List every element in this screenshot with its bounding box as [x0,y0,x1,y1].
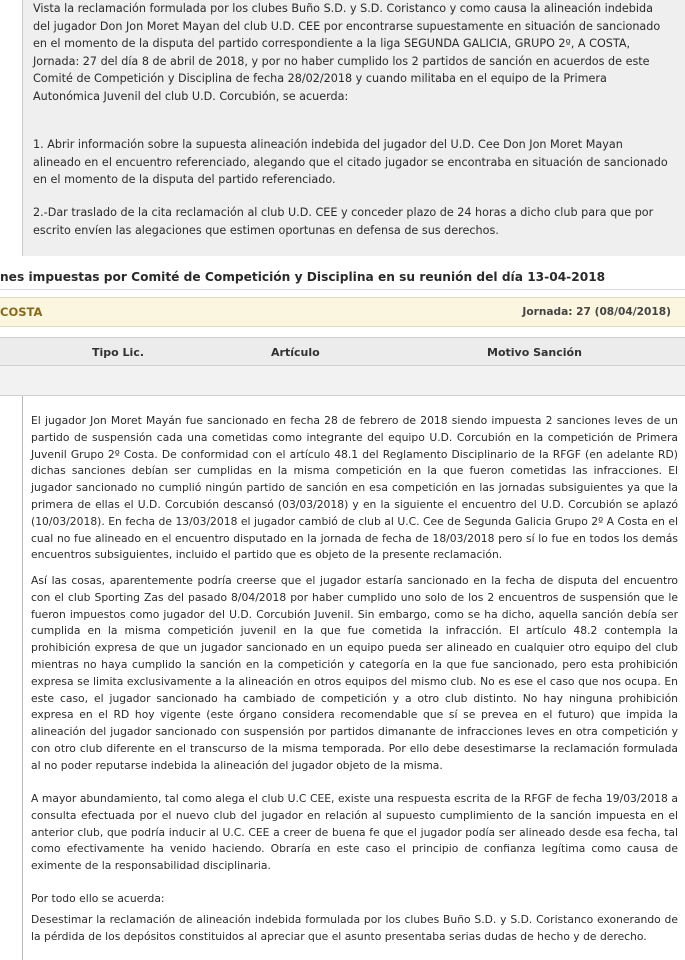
agreement-item-1: 1. Abrir información sobre la supuesta alineación indebida del jugador del U.D. Cee Don Jon Moret Mayan alineado en el encuentro referenciado, alegando que el citado jugador se encontraba en situación de sancionado en el momento de la disputa del partido referenciado. [33,138,668,187]
matchday-label: Jornada: 27 (08/04/2018) [522,306,671,318]
previous-agreement-panel [22,0,685,256]
resolution-paragraph-2: Así las cosas, aparentemente podría creerse que el jugador estaría sancionado en la fecha de disputa del encuentro con el club Sporting Zas del pasado 8/04/2018 por haber cumplido uno solo de los 2 encuentros de suspensión que le fueron impuestos como jugador del U.D. Corcubión Juvenil. Sin embargo, como se ha dicho, aquella sanción debía ser cumplida en la misma competición juvenil en la que fue cometida la infracción. El artículo 48.2 contempla la prohibición expresa de que un jugador sancionado en un equipo pueda ser alineado en cualquier otro equipo del club mientras no haya cumplido la sanción en la competición y categoría en la que fue sancionado, pero esta prohibición expresa se limita exclusivamente a la alineación en otros equipos del mismo club. No es ese el caso que nos ocupa. En este caso, el jugador sancionado ha cambiado de competición y a otro club distinto. No hay ninguna prohibición expresa en el RD hoy vigente (este órgano considera recomendable que sí se prevea en el futuro) que impida la alineación del jugador sancionado con suspensión por partidos dimanante de infracciones leves en otra competición y con otro club diferente en el transcurso de la misma temporada. Por ello debe desestimarse la reclamación formulada al no poder reputarse indebida la alineación del jugador objeto de la misma. [31,574,678,772]
resolution-paragraph-4: Por todo ello se acuerda: [31,892,165,905]
column-header-tipo-lic: Tipo Lic. [92,346,145,359]
reclamation-intro-paragraph: Vista la reclamación formulada por los clubes Buño S.D. y S.D. Coristanco y como causa la alineación indebida del jugador Don Jon Moret Mayan del club U.D. CEE por encontrarse supuestamente en situación de sancionado en el momento de la disputa del partido correspondiente a la liga SEGUNDA GALICIA, GRUPO 2º, A COSTA, Jornada: 27 del día 8 de abril de 2018, y por no haber cumplido los 2 partidos de sanción en acuerdos de este Comité de Competición y Disciplina de fecha 28/02/2018 y cuando militaba en el equipo de la Primera Autonómica Juvenil del club U.D. Corcubión, se acuerda: [33,2,661,103]
sanctions-table-empty-row [0,366,685,396]
competition-group-bar [0,297,685,327]
column-header-motivo-sancion: Motivo Sanción [487,346,582,359]
resolution-paragraph-1: El jugador Jon Moret Mayán fue sancionado en fecha 28 de febrero de 2018 siendo impuesta 2 sanciones leves de un partido de suspensión cada una cometidas como integrante del equipo U.D. Corcubión en la competición de Primera Juvenil Grupo 2º Costa. De conformidad con el artículo 48.1 del Reglamento Disciplinario de la RFGF (en adelante RD) dichas sanciones debían ser cumplidas en la misma competición en la que fueron cometidas las infracciones. El jugador sancionado no cumplió ningún partido de sanción en esa competición en las jornadas subsiguientes ya que la primera de ellas el U.D. Corcubión descansó (03/03/2018) y en la siguiente el encuentro del U.D. Corcubión se aplazó (10/03/2018). En fecha de 13/03/2018 el jugador cambió de club al U.C. Cee de Segunda Galicia Grupo 2º A Costa en el cual no fue alineado en el encuentro disputado en la jornada de fecha de 18/03/2018 pero sí lo fue en todos los demás encuentros subsiguientes, incluido el partido que es objeto de la presente reclamación. [31,414,678,562]
group-name: COSTA [0,305,43,319]
previous-agreement-text [33,0,673,237]
resolution-paragraph-3: A mayor abundamiento, tal como alega el club U.C CEE, existe una respuesta escrita de la RFGF de fecha 19/03/2018 a consulta efectuada por el nuevo club del jugador en relación al supuesto cumplimiento de la sanción impuesta en el anterior club, que podría inducir al U.C. CEE a creer de buena fe que el jugador podía ser alineado desde esa fecha, tal como efectivamente ha venido haciendo. Obraría en este caso el principio de confianza legítima como causa de eximente de la responsabilidad disciplinaria. [31,792,678,873]
sanctions-table-header [0,337,685,366]
section-gap [0,256,685,264]
agreement-item-2: 2.-Dar traslado de la cita reclamación al club U.D. CEE y conceder plazo de 24 horas a dicho club para que por escrito envíen las alegaciones que estimen oportunas en defensa de sus derechos. [33,206,654,237]
sanctions-section-heading: nes impuestas por Comité de Competición y Disciplina en su reunión del día 13-04-2018 [0,265,685,290]
column-header-articulo: Artículo [271,346,320,359]
resolution-body [22,396,685,960]
resolution-paragraph-5: Desestimar la reclamación de alineación indebida formulada por los clubes Buño S.D. y S.D. Coristanco exonerando de la pérdida de los depósitos constituidos al apreciar que el asunto presentaba serias dudas de hecho y de derecho. [31,913,678,943]
